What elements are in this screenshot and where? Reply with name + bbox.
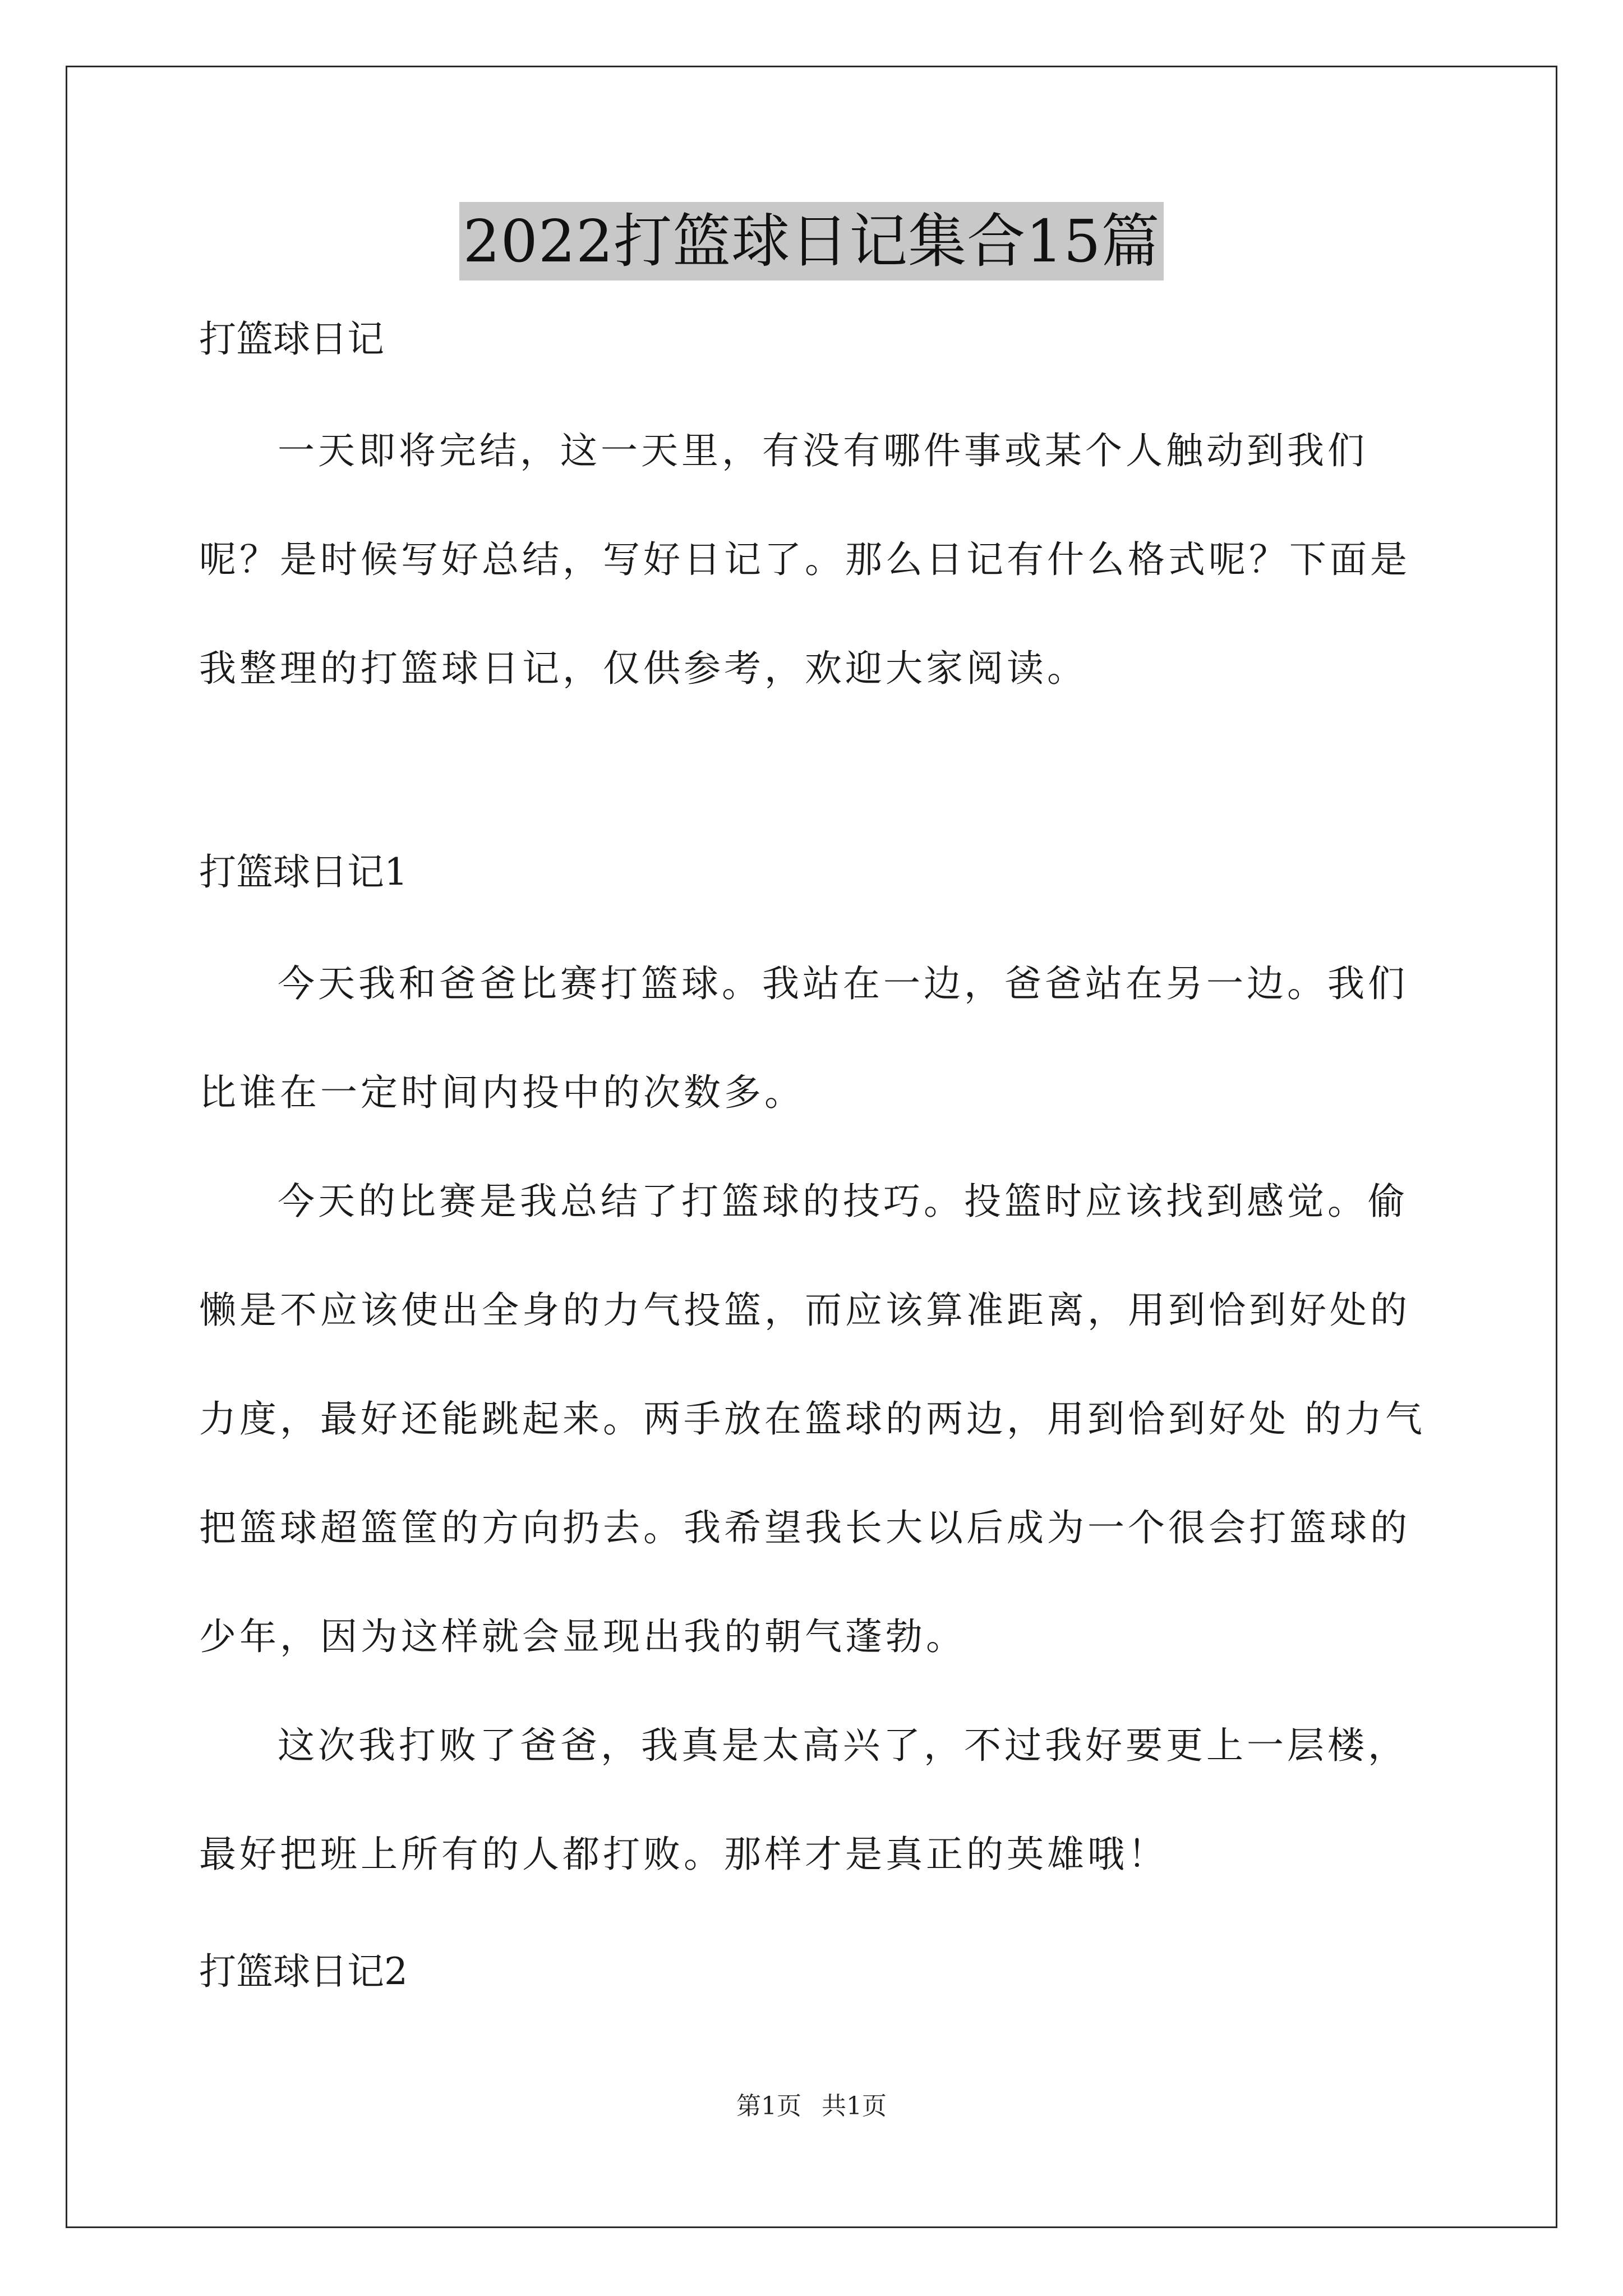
intro-heading: 打篮球日记 bbox=[199, 318, 384, 361]
section-1-paragraph-2: 今天的比赛是我总结了打篮球的技巧。投篮时应该找到感觉。偷懒是不应该使出全身的力气投篮，而应该算准距离，用到恰到好处的力度，最好还能跳起来。两手放在篮球的两边，用到恰到好处 的力气把篮球超篮筐的方向扔去。我希望我长大以后成为一个很会打篮球的少年，因为这样就会显现出我的朝气蓬勃。 bbox=[199, 1180, 1426, 1658]
intro-paragraph: 一天即将完结，这一天里，有没有哪件事或某个人触动到我们呢？是时候写好总结，写好日记了。那么日记有什么格式呢？下面是我整理的打篮球日记，仅供参考，欢迎大家阅读。 bbox=[199, 429, 1410, 690]
page-footer bbox=[0, 2090, 1623, 2123]
page-number-total: 共1页 bbox=[822, 2092, 887, 2120]
page-number-current: 第1页 bbox=[736, 2092, 801, 2120]
document-title: 2022打篮球日记集合15篇 bbox=[459, 202, 1163, 280]
section-heading-1: 打篮球日记1 bbox=[199, 850, 408, 894]
section-heading-2: 打篮球日记2 bbox=[199, 1950, 408, 1993]
section-1-paragraph-1: 今天我和爸爸比赛打篮球。我站在一边，爸爸站在另一边。我们比谁在一定时间内投中的次数多。 bbox=[199, 962, 1408, 1114]
title-container bbox=[0, 202, 1623, 280]
section-1-paragraph-3: 这次我打败了爸爸，我真是太高兴了，不过我好要更上一层楼，最好把班上所有的人都打败。那样才是真正的英雄哦！ bbox=[199, 1724, 1408, 1876]
document-body bbox=[199, 311, 1444, 2000]
